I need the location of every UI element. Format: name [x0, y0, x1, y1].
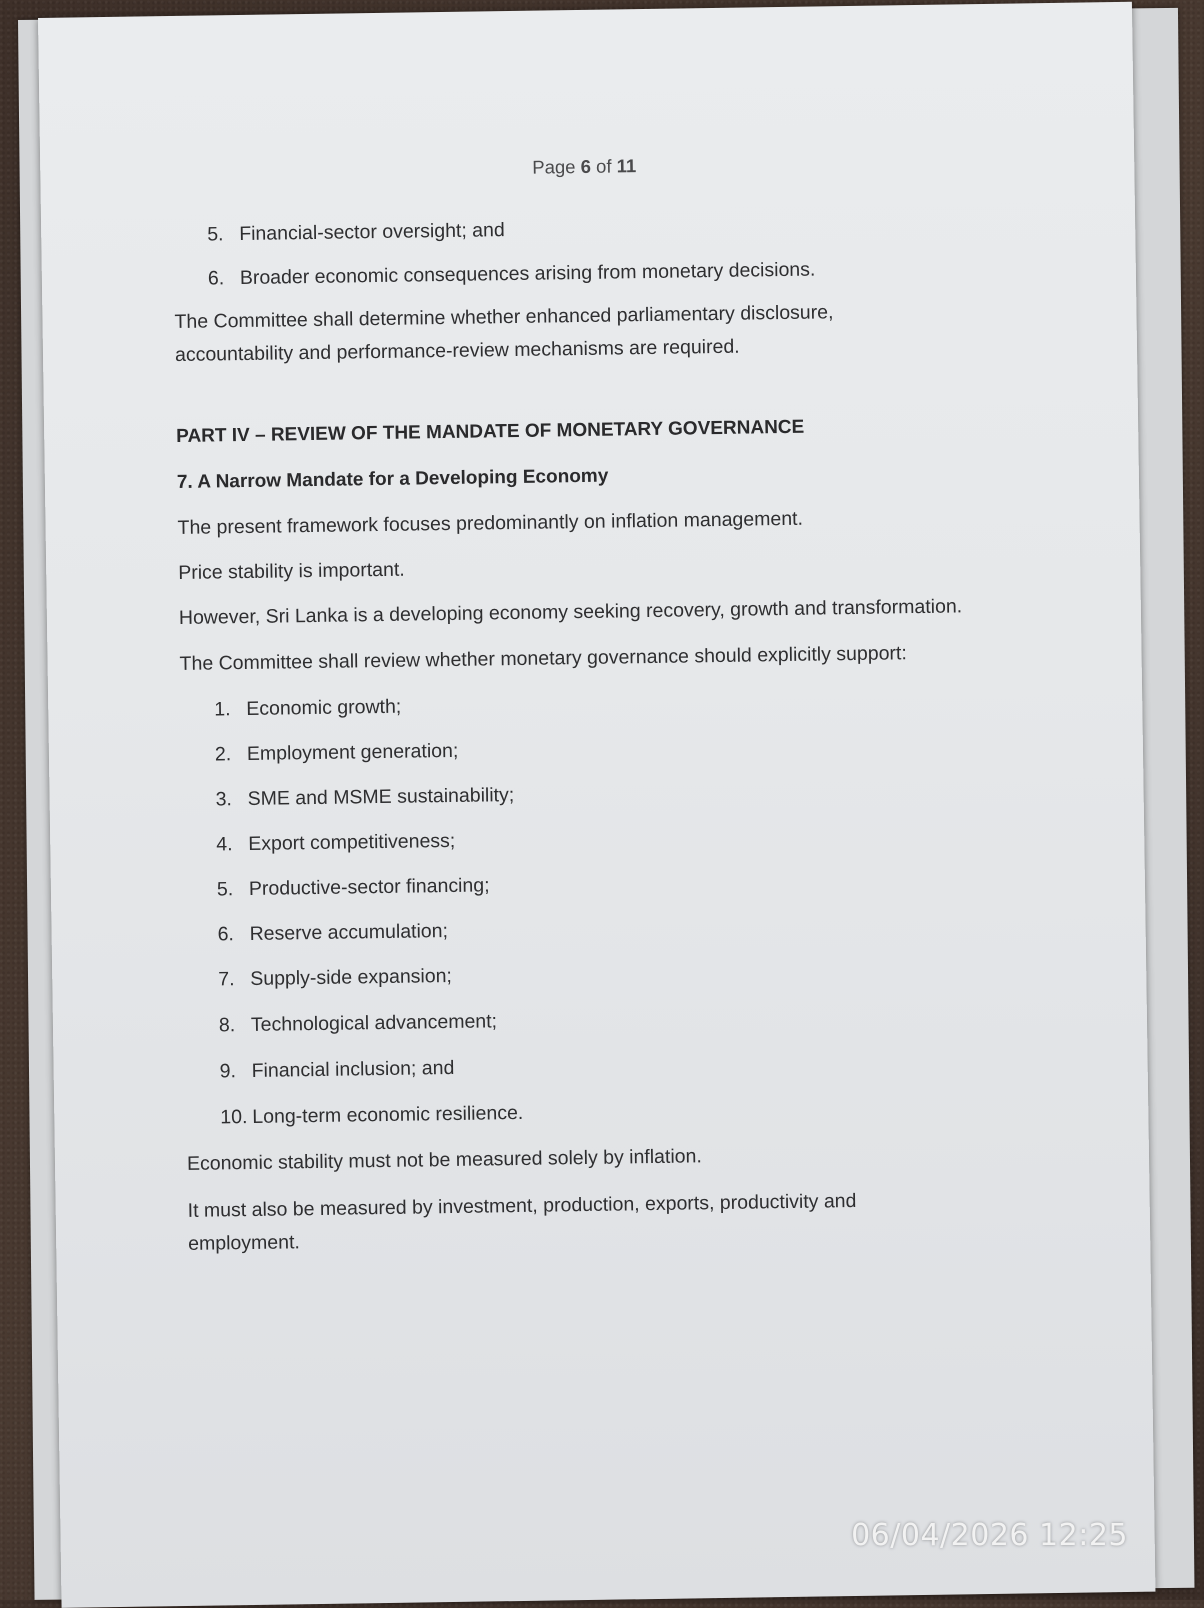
page-content: [170, 3, 1070, 1255]
paragraph-review: The Committee shall review whether monetary governance should explicitly support:: [179, 642, 907, 675]
list-item: 8. Technological advancement;: [218, 1010, 498, 1037]
paragraph-measures: It must also be measured by investment, production, exports, productivity and employment.: [187, 1189, 857, 1255]
page-number: Page 6 of 11: [532, 155, 637, 178]
paragraph-price-stability: Price stability is important.: [178, 558, 405, 584]
paragraph-disclosure: The Committee shall determine whether enhanced parliamentary disclosure, accountability and performance-review mechanisms are required.: [174, 301, 834, 367]
list-item: 3. SME and MSME sustainability;: [215, 784, 515, 811]
paragraph-developing-economy: However, Sri Lanka is a developing economy seeking recovery, growth and transformation.: [178, 595, 963, 629]
list-item: 6. Broader economic consequences arising from monetary decisions.: [207, 258, 816, 290]
list-item: 7. Supply-side expansion;: [218, 964, 453, 991]
list-item: 6. Reserve accumulation;: [217, 920, 449, 946]
photo-timestamp: 06/04/2026 12:25: [851, 1518, 1128, 1553]
list-item: 1. Economic growth;: [214, 695, 402, 721]
document-page: [38, 2, 1155, 1608]
part-heading: PART IV – REVIEW OF THE MANDATE OF MONETARY GOVERNANCE: [176, 416, 805, 447]
list-item: 9. Financial inclusion; and: [219, 1056, 455, 1083]
paragraph-framework: The present framework focuses predominantly on inflation management.: [177, 507, 804, 539]
list-item: 10. Long-term economic resilience.: [220, 1101, 524, 1129]
paragraph-stability: Economic stability must not be measured solely by inflation.: [186, 1145, 702, 1175]
list-item: 5. Financial-sector oversight; and: [207, 219, 505, 246]
list-item: 4. Export competitiveness;: [216, 829, 456, 856]
list-item: 5. Productive-sector financing;: [216, 874, 490, 901]
section-heading: 7. A Narrow Mandate for a Developing Economy: [176, 465, 609, 493]
list-item: 2. Employment generation;: [214, 739, 459, 766]
